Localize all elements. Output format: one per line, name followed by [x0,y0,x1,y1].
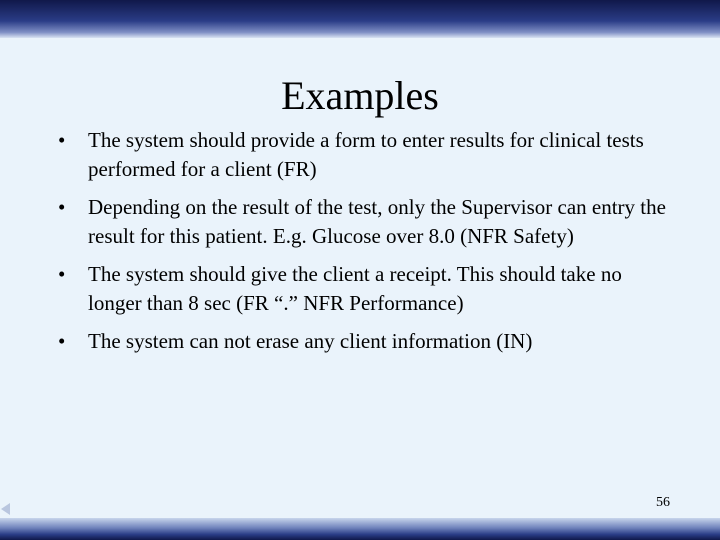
bullet-item [58,126,668,184]
slide-title: Examples [281,73,439,118]
bullet-item [58,327,668,356]
bullet-marker: • [58,329,66,353]
bullet-item [58,193,668,251]
bullet-marker: • [58,195,66,219]
top-gradient-band [0,0,720,38]
bullet-item [58,260,668,318]
page-number: 56 [656,495,670,510]
bottom-gradient-band [0,518,720,540]
previous-slide-arrow-icon[interactable] [1,503,10,515]
bullet-text: The system can not erase any client information (IN) [88,329,533,353]
bullet-text: Depending on the result of the test, only the Supervisor can entry the result for this patient. E.g. Glucose over 8.0 (NFR Safety) [88,195,666,248]
bullet-list [58,126,668,365]
bullet-text: The system should give the client a receipt. This should take no longer than 8 sec (FR “.” NFR Performance) [88,262,622,315]
bullet-text: The system should provide a form to enter results for clinical tests performed for a client (FR) [88,128,644,181]
bullet-marker: • [58,262,66,286]
bullet-marker: • [58,128,66,152]
